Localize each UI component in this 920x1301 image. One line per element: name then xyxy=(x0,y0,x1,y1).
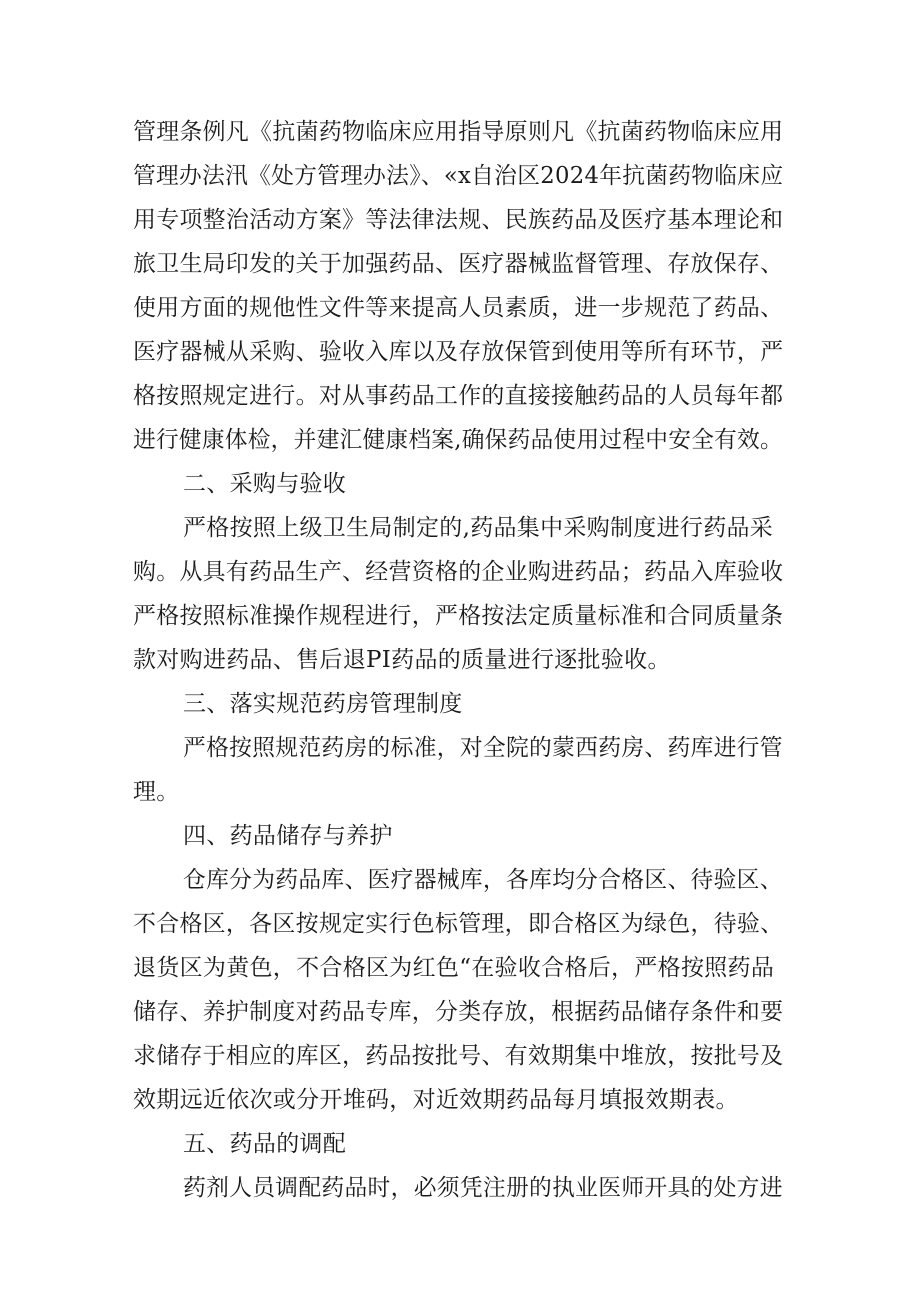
paragraph-line: 严格按照标准操作规程进行，严格按法定质量标准和合同质量条 xyxy=(133,603,784,629)
paragraph-line: 储存、养护制度对药品专库，分类存放，根据药品储存条件和要 xyxy=(133,999,784,1025)
paragraph-line: 进行健康体检，并建汇健康档案,确保药品使用过程中安全有效。 xyxy=(133,427,783,453)
paragraph-line: 不合格区，各区按规定实行色标管理，即合格区为绿色，待验、 xyxy=(133,911,784,937)
section-heading-procurement: 二、采购与验收 xyxy=(183,471,347,497)
section-heading-pharmacy-management: 三、落实规范药房管理制度 xyxy=(183,691,463,717)
paragraph-line: 理。 xyxy=(133,779,180,805)
paragraph-line: 严格按照规范药房的标准，对全院的蒙西药房、药库进行管 xyxy=(183,735,783,761)
paragraph-line: 退货区为黄色，不合格区为红色“在验收合格后，严格按照药品 xyxy=(133,955,775,981)
paragraph-line: 格按照规定进行。对从事药品工作的直接接触药品的人员每年都 xyxy=(133,383,784,409)
paragraph-line: 仓库分为药品库、医疗器械库，各库均分合格区、待验区、 xyxy=(183,867,783,893)
paragraph-line: 旅卫生局印发的关于加强药品、医疗器械监督管理、存放保存、 xyxy=(133,251,784,277)
paragraph-line: 求储存于相应的库区，药品按批号、有效期集中堆放，按批号及 xyxy=(133,1043,784,1069)
section-heading-storage: 四、药品储存与养护 xyxy=(183,823,393,849)
paragraph-line: 用专项整治活动方案》等法律法规、民族药品及医疗基本理论和 xyxy=(133,207,784,233)
paragraph-line: 款对购进药品、售后退PI药品的质量进行逐批验收。 xyxy=(133,647,671,673)
paragraph-line: 药剂人员调配药品时，必须凭注册的执业医师开具的处方进 xyxy=(183,1175,783,1201)
paragraph-line: 效期远近依次或分开堆码，对近效期药品每月填报效期表。 xyxy=(133,1087,739,1113)
paragraph-line: 医疗器械从采购、验收入库以及存放保管到使用等所有环节，严 xyxy=(133,339,784,365)
section-heading-dispensing: 五、药品的调配 xyxy=(183,1131,347,1157)
paragraph-line: 使用方面的规他性文件等来提高人员素质，进一步规范了药品、 xyxy=(133,295,784,321)
paragraph-line: 购。从具有药品生产、经营资格的企业购进药品；药品入库验收 xyxy=(133,559,784,585)
paragraph-line: 管理条例凡《抗菌药物临床应用指导原则凡《抗菌药物临床应用 xyxy=(133,119,784,145)
paragraph-line: 管理办法汛《处方管理办法》、«x自治区2024年抗菌药物临床应 xyxy=(133,163,784,189)
paragraph-line: 严格按照上级卫生局制定的,药品集中采购制度进行药品采 xyxy=(183,515,774,541)
